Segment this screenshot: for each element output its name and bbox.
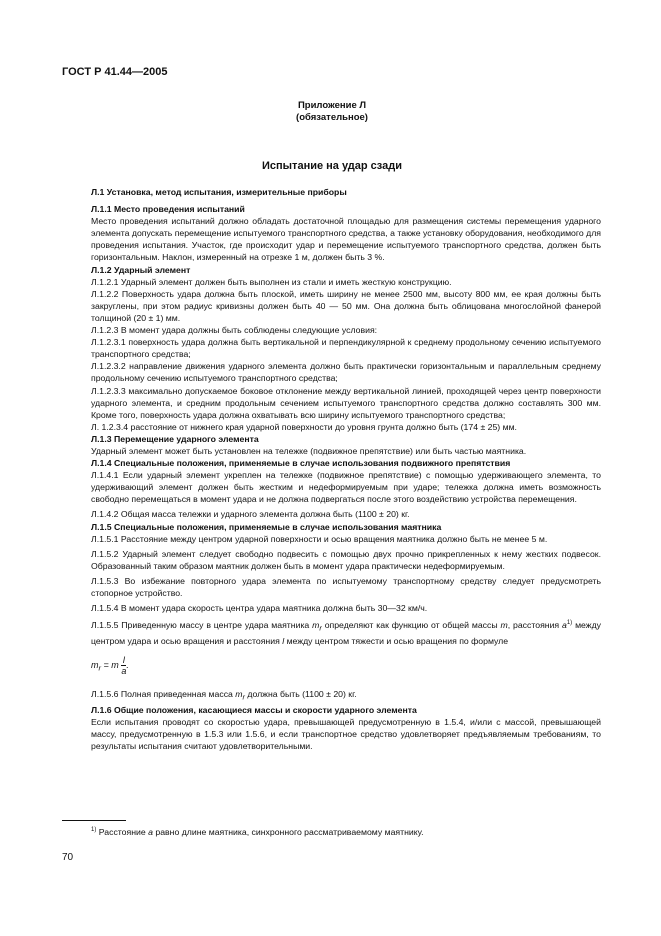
paragraph: Л.1.2.2 Поверхность удара должна быть плоской, иметь ширину не менее 2500 мм, высоту 800 мм, ее края должны быть закруглены, при этом радиус кривизны должен быть 40 — 50 мм. Она должна быть облицована многослойной фанерой толщиной (20 ± 1) мм.: [91, 288, 601, 323]
paragraph: Место проведения испытаний должно обладать достаточной площадью для размещения системы перемещения ударного элемента допускать перемещение испытуемого транспортного средства, а также установку оборудования, необходимого для проведения испытания. Участок, где происходит удар и перемещение испытуемого транспортного средства, должен быть горизонтальным. Наклон, измеренный на отрезке 1 м, должен быть 3 %.: [91, 216, 601, 263]
page-title: Испытание на удар сзади: [262, 160, 402, 172]
paragraph: Л.1.5.6 Полная приведенная масса $m_r$ должна быть (1100 ± 20) кг.: [91, 689, 357, 702]
subsection-heading: Л.1.6 Общие положения, касающиеся массы и скорости ударного элемента: [91, 704, 417, 715]
appendix-status: (обязательное): [296, 112, 368, 123]
subsection-heading: Л.1.1 Место проведения испытаний: [91, 204, 245, 215]
subsection-heading: Л.1.5 Специальные положения, применяемые в случае использования маятника: [91, 521, 442, 532]
document-code: ГОСТ Р 41.44—2005: [62, 66, 168, 78]
subsection-heading: Л.1.2 Ударный элемент: [91, 264, 191, 275]
paragraph: Л.1.5.3 Во избежание повторного удара элемента по испытуемому транспортному средству следует предусмотреть стопорное устройство.: [91, 575, 601, 598]
paragraph: Л.1.2.3.1 поверхность удара должна быть вертикальной и перпендикулярной к среднему продольному сечению испытуемого транспортного средства;: [91, 337, 601, 360]
page-number: 70: [62, 852, 74, 863]
paragraph: Л.1.2.3.3 максимально допускаемое боковое отклонение между вертикальной линией, проходящей через центр поверхности ударного элемента, и средним продольным сечением испытуемого транспортного средства должно составлять 300 мм. Кроме того, поверхность удара должна охватывать всю ширину испытуемого транспортного средства;: [91, 385, 601, 420]
document-body: [91, 186, 601, 752]
paragraph: Л.1.5.2 Ударный элемент следует свободно подвесить с помощью двух прочно прикрепленных к нему жестких подвесок. Образованный таким образом маятник должен быть в момент удара практически недеформируемым.: [91, 548, 601, 571]
paragraph: Если испытания проводят со скоростью удара, превышающей предусмотренную в 1.5.4, и/или с массой, превышающей массу, предусмотренную в 1.5.3 или 1.5.6, и если транспортное средство удовлетворяет предъявляемым требованиям, то результаты испытания считают удовлетворительными.: [91, 716, 601, 752]
paragraph: Л.1.5.4 В момент удара скорость центра удара маятника должна быть 30—32 км/ч.: [91, 603, 428, 614]
paragraph: Л.1.2.3 В момент удара должны быть соблюдены следующие условия:: [91, 325, 378, 336]
paragraph: Л.1.5.1 Расстояние между центром ударной поверхности и осью вращения маятника должно быть не менее 5 м.: [91, 533, 548, 544]
section-heading: Л.1 Установка, метод испытания, измерительные приборы: [91, 187, 347, 197]
paragraph: Л.1.2.3.2 направление движения ударного элемента должно быть практически горизонтальным и параллельным среднему продольному сечению испытуемого транспортного средства;: [91, 361, 601, 384]
paragraph: Л.1.4.2 Общая масса тележки и ударного элемента должна быть (1100 ± 20) кг.: [91, 509, 410, 520]
subsection-heading: Л.1.4 Специальные положения, применяемые в случае использования подвижного препятствия: [91, 458, 511, 469]
subsection-heading: Л.1.3 Перемещение ударного элемента: [91, 433, 259, 444]
paragraph: Л.1.2.1 Ударный элемент должен быть выполнен из стали и иметь жесткую конструкцию.: [91, 276, 452, 287]
paragraph: Ударный элемент может быть установлен на тележке (подвижное препятствие) или быть частью маятника.: [91, 445, 527, 456]
footnote-divider: [62, 820, 126, 821]
paragraph-reduced-mass: Л.1.5.5 Приведенную массу в центре удара маятника $m_r$ определяют как функцию от общей массы m, расстояния $a^{1)}$ между центром удара и осью вращения и расстояния l между центром тяжести и осью вращения по формуле: [91, 620, 601, 646]
appendix-label: Приложение Л: [297, 100, 367, 111]
paragraph: Л. 1.2.3.4 расстояние от нижнего края ударной поверхности до уровня грунта должно быть (174 ± 25) мм.: [91, 421, 517, 432]
footnote: $^{1)}$ Расстояние a равно длине маятника, синхронного рассматриваемому маятнику.: [91, 827, 424, 837]
formula: $m_r = m$ $\frac{l}{a}$ .: [91, 655, 129, 676]
paragraph: Л.1.4.1 Если ударный элемент укреплен на тележке (подвижное препятствие) с помощью удерживающего элемента, то удерживающий элемент должен быть жестким и недеформируемым при ударе; тележка должна иметь возможность свободно перемещаться в момент удара и не должна подвергаться после этого воздействию устройства перемещения.: [91, 470, 601, 505]
